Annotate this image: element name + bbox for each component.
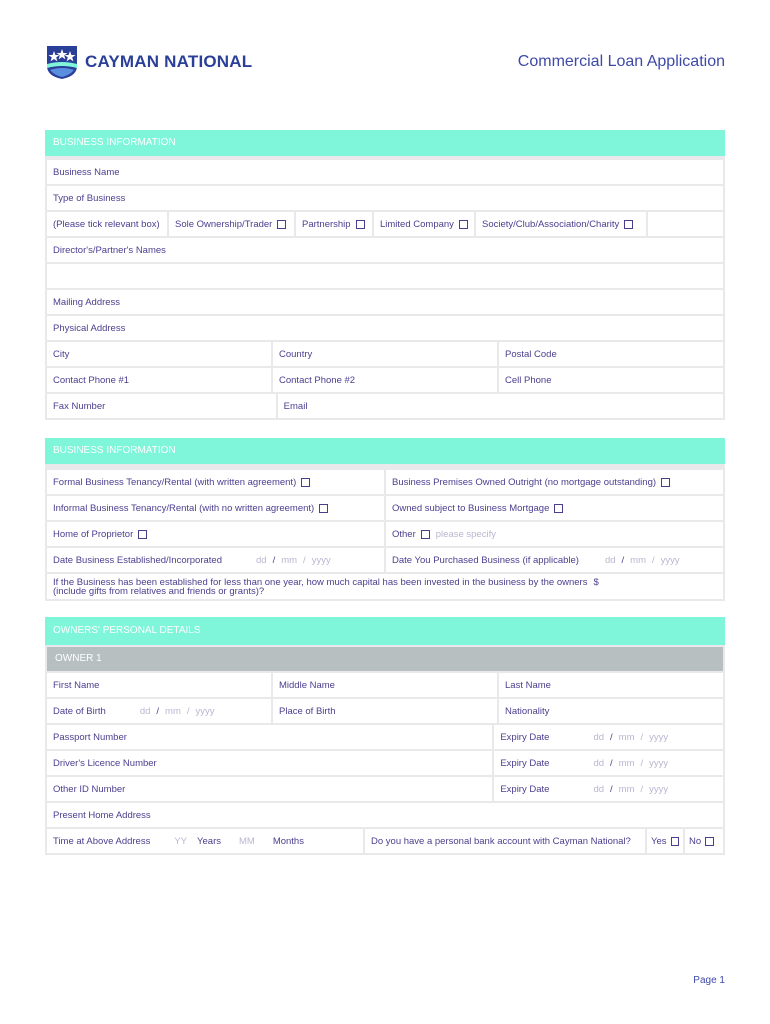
owners-details-section xyxy=(45,617,725,855)
field-label: Date You Purchased Business (if applicable) xyxy=(392,554,579,566)
yes-option[interactable] xyxy=(647,829,683,853)
last-name-field[interactable]: Last Name xyxy=(499,673,723,697)
licence-expiry-field[interactable]: Expiry Date dd / mm / yyyy xyxy=(494,751,723,775)
passport-expiry-field[interactable]: Expiry Date dd / mm / yyyy xyxy=(494,725,723,749)
date-established-field[interactable]: Date Business Established/Incorporated dd / mm / yyyy xyxy=(47,548,384,572)
option-society-club[interactable] xyxy=(476,212,646,236)
postal-code-field[interactable]: Postal Code xyxy=(499,342,723,366)
checkbox-icon[interactable] xyxy=(624,220,633,229)
option-label: Sole Ownership/Trader xyxy=(175,218,273,230)
spacer xyxy=(648,212,723,236)
business-name-field[interactable]: Business Name xyxy=(47,160,723,184)
option-label: Limited Company xyxy=(380,218,454,230)
yyyy-placeholder: yyyy xyxy=(649,731,669,743)
fax-number-field[interactable]: Fax Number xyxy=(47,394,276,418)
document-title: Commercial Loan Application xyxy=(517,53,725,70)
yyyy-placeholder: yyyy xyxy=(649,757,669,769)
checkbox-icon[interactable] xyxy=(301,478,310,487)
date-of-birth-field[interactable]: Date of Birth dd / mm / yyyy xyxy=(47,699,271,723)
checkbox-icon[interactable] xyxy=(356,220,365,229)
checkbox-icon[interactable] xyxy=(671,837,680,846)
brand-name: CAYMAN NATIONAL xyxy=(85,52,253,71)
passport-number-field[interactable]: Passport Number xyxy=(47,725,492,749)
no-label: No xyxy=(689,835,702,847)
other-placeholder: please specify xyxy=(435,528,496,540)
directors-names-extra-line[interactable] xyxy=(47,264,723,288)
owned-mortgage-option[interactable] xyxy=(386,496,723,520)
checkbox-icon[interactable] xyxy=(277,220,286,229)
mm-placeholder: mm xyxy=(630,554,646,566)
section-heading: BUSINESS INFORMATION xyxy=(45,438,725,464)
directors-names-field[interactable]: Director's/Partner's Names xyxy=(47,238,723,262)
shield-stars-icon xyxy=(45,44,79,80)
informal-tenancy-option[interactable] xyxy=(47,496,384,520)
owner-subheading: OWNER 1 xyxy=(47,647,723,671)
business-information-section xyxy=(45,130,725,420)
mm-placeholder: mm xyxy=(165,705,181,717)
field-label: Time at Above Address xyxy=(53,835,151,847)
present-home-address-field[interactable]: Present Home Address xyxy=(47,803,723,827)
checkbox-icon[interactable] xyxy=(138,530,147,539)
no-option[interactable] xyxy=(685,829,723,853)
field-label: Expiry Date xyxy=(500,783,550,795)
mm-placeholder: MM xyxy=(238,835,255,847)
checkbox-icon[interactable] xyxy=(421,530,430,539)
dd-placeholder: dd xyxy=(593,757,605,769)
option-label: Formal Business Tenancy/Rental (with written agreement) xyxy=(53,476,297,488)
dd-placeholder: dd xyxy=(256,554,267,566)
section-heading: BUSINESS INFORMATION xyxy=(45,130,725,156)
first-name-field[interactable]: First Name xyxy=(47,673,271,697)
dd-placeholder: dd xyxy=(593,731,605,743)
mm-placeholder: mm xyxy=(618,783,635,795)
type-of-business-field[interactable]: Type of Business xyxy=(47,186,723,210)
contact-phone-2-field[interactable]: Contact Phone #2 xyxy=(273,368,497,392)
capital-question-line2: (include gifts from relatives and friends or grants)? xyxy=(53,585,265,597)
checkbox-icon[interactable] xyxy=(459,220,468,229)
date-purchased-field[interactable]: Date You Purchased Business (if applicable) dd / mm / yyyy xyxy=(386,548,723,572)
mm-placeholder: mm xyxy=(281,554,298,566)
yyyy-placeholder: yyyy xyxy=(195,705,215,717)
yyyy-placeholder: yyyy xyxy=(649,783,669,795)
option-limited-company[interactable] xyxy=(374,212,474,236)
page-number: Page 1 xyxy=(693,975,725,986)
cell-phone-field[interactable]: Cell Phone xyxy=(499,368,723,392)
time-at-address-field[interactable] xyxy=(47,829,363,853)
yy-placeholder: YY xyxy=(174,835,188,847)
capital-invested-field[interactable] xyxy=(47,574,723,599)
brand-logo xyxy=(45,44,252,80)
dd-placeholder: dd xyxy=(139,705,151,717)
checkbox-icon[interactable] xyxy=(661,478,670,487)
currency-symbol: $ xyxy=(593,576,599,588)
other-id-field[interactable]: Other ID Number xyxy=(47,777,492,801)
option-sole-ownership[interactable] xyxy=(169,212,294,236)
option-partnership[interactable] xyxy=(296,212,372,236)
option-label: Other xyxy=(392,528,416,540)
checkbox-icon[interactable] xyxy=(705,837,714,846)
mm-placeholder: mm xyxy=(618,731,635,743)
option-label: Partnership xyxy=(302,218,351,230)
years-label: Years xyxy=(197,835,221,847)
city-field[interactable]: City xyxy=(47,342,271,366)
option-label: Business Premises Owned Outright (no mortgage outstanding) xyxy=(392,476,657,488)
nationality-field[interactable]: Nationality xyxy=(499,699,723,723)
yyyy-placeholder: yyyy xyxy=(660,554,680,566)
email-field[interactable]: Email xyxy=(278,394,723,418)
business-premises-section xyxy=(45,438,725,601)
other-option[interactable] xyxy=(386,522,723,546)
formal-tenancy-option[interactable] xyxy=(47,470,384,494)
bank-account-question: Do you have a personal bank account with Cayman National? xyxy=(365,829,645,853)
capital-question-line1: If the Business has been established for less than one year, how much capital has been invested in the business by the owners $ xyxy=(53,576,599,588)
tick-prompt-label: (Please tick relevant box) xyxy=(47,212,167,236)
dd-placeholder: dd xyxy=(593,783,605,795)
other-id-expiry-field[interactable]: Expiry Date dd / mm / yyyy xyxy=(494,777,723,801)
field-label: Date Business Established/Incorporated xyxy=(53,554,222,566)
mm-placeholder: mm xyxy=(618,757,635,769)
home-of-proprietor-option[interactable] xyxy=(47,522,384,546)
country-field[interactable]: Country xyxy=(273,342,497,366)
option-label: Informal Business Tenancy/Rental (with no written agreement) xyxy=(53,502,315,514)
dd-placeholder: dd xyxy=(604,554,616,566)
months-label: Months xyxy=(272,835,304,847)
checkbox-icon[interactable] xyxy=(319,504,328,513)
owned-outright-option[interactable] xyxy=(386,470,723,494)
drivers-licence-field[interactable]: Driver's Licence Number xyxy=(47,751,492,775)
mailing-address-field[interactable]: Mailing Address xyxy=(47,290,723,314)
place-of-birth-field[interactable]: Place of Birth xyxy=(273,699,497,723)
middle-name-field[interactable]: Middle Name xyxy=(273,673,497,697)
physical-address-field[interactable]: Physical Address xyxy=(47,316,723,340)
field-label: Expiry Date xyxy=(500,757,550,769)
option-label: Home of Proprietor xyxy=(53,528,134,540)
checkbox-icon[interactable] xyxy=(554,504,563,513)
section-heading: OWNERS' PERSONAL DETAILS xyxy=(45,617,725,645)
option-label: Society/Club/Association/Charity xyxy=(482,218,620,230)
yes-label: Yes xyxy=(651,835,667,847)
field-label: Expiry Date xyxy=(500,731,550,743)
contact-phone-1-field[interactable]: Contact Phone #1 xyxy=(47,368,271,392)
yyyy-placeholder: yyyy xyxy=(311,554,331,566)
option-label: Owned subject to Business Mortgage xyxy=(392,502,550,514)
field-label: Date of Birth xyxy=(53,705,106,717)
